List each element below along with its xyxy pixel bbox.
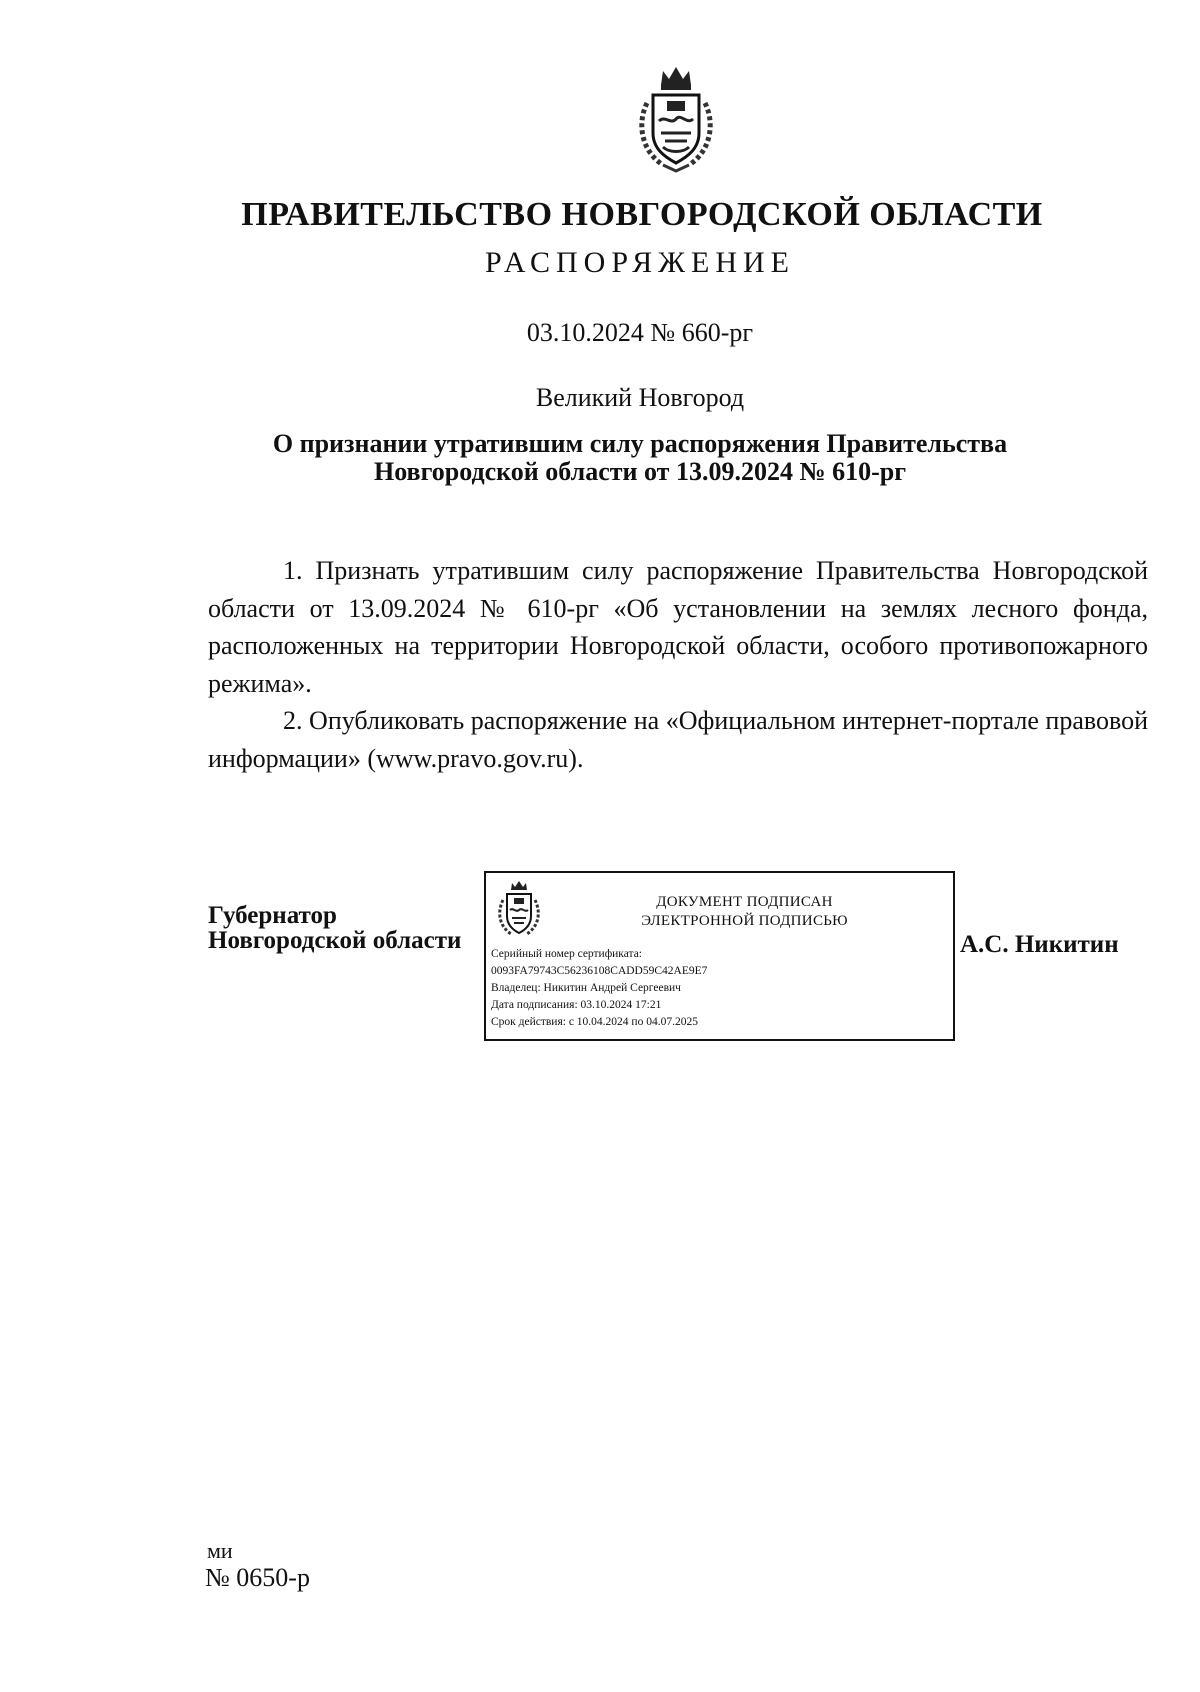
subject-line-1: О признании утратившим силу распоряжения Правительства bbox=[272, 429, 1008, 458]
stamp-heading bbox=[546, 893, 943, 931]
document-date-number: 03.10.2024 № 660-рг bbox=[526, 318, 754, 347]
coat-of-arms-icon bbox=[633, 63, 719, 175]
footer-initials: ми bbox=[207, 1538, 233, 1563]
government-title: ПРАВИТЕЛЬСТВО НОВГОРОДСКОЙ ОБЛАСТИ bbox=[241, 196, 1043, 233]
body-paragraph-1: 1. Признать утратившим силу распоряжение Правительства Новгородской области от 13.09.2024 № 610-рг «Об установлении на землях лесного фонда, расположенных на территории Новгородской области, особого противопожарного режима». bbox=[208, 556, 1148, 698]
stamp-serial-value: 0093FA79743C56236108CADD59C42AE9E7 bbox=[491, 965, 708, 977]
footer-code: № 0650-р bbox=[205, 1563, 310, 1592]
document-subject bbox=[0, 430, 1200, 486]
stamp-signed-date: Дата подписания: 03.10.2024 17:21 bbox=[491, 999, 662, 1011]
signer-position bbox=[208, 903, 461, 953]
document-type: РАСПОРЯЖЕНИЕ bbox=[484, 246, 796, 279]
subject-line-2: Новгородской области от 13.09.2024 № 610-рг bbox=[373, 457, 906, 486]
signer-position-line-2: Новгородской области bbox=[208, 927, 462, 954]
document-city: Великий Новгород bbox=[535, 383, 745, 412]
stamp-serial-label: Серийный номер сертификата: bbox=[491, 948, 642, 960]
document-body bbox=[208, 552, 1148, 777]
signer-name: А.С. Никитин bbox=[960, 931, 1119, 958]
electronic-signature-stamp bbox=[484, 871, 955, 1041]
signer-position-line-1: Губернатор bbox=[208, 902, 337, 929]
stamp-details bbox=[491, 946, 707, 1031]
stamp-validity: Срок действия: с 10.04.2024 по 04.07.2025 bbox=[491, 1016, 698, 1028]
body-paragraph-2: 2. Опубликовать распоряжение на «Официальном интернет-портале правовой информации» (www.pravo.gov.ru). bbox=[208, 706, 1148, 773]
stamp-heading-line-1: ДОКУМЕНТ ПОДПИСАН bbox=[656, 894, 833, 910]
stamp-owner: Владелец: Никитин Андрей Сергеевич bbox=[491, 982, 681, 994]
stamp-coat-of-arms-icon bbox=[495, 880, 543, 940]
stamp-heading-line-2: ЭЛЕКТРОННОЙ ПОДПИСЬЮ bbox=[641, 913, 848, 929]
